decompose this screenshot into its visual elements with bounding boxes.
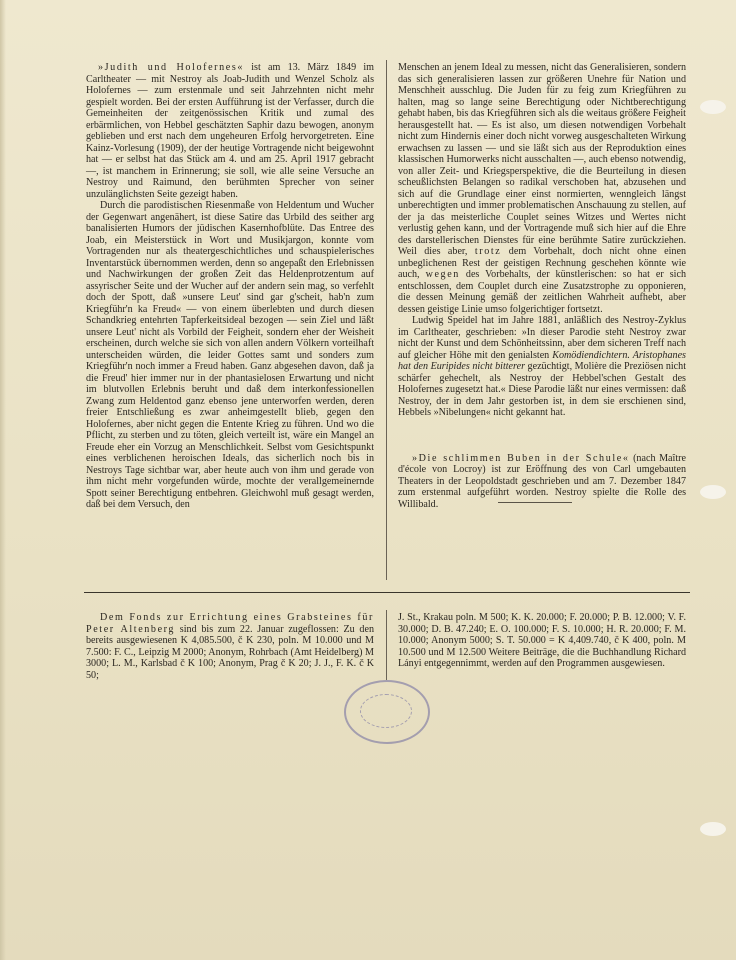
speidel-end: gezüchtigt, Molière die Preziösen nicht schärfer gehechelt, als Nestroy der Hebbel'schen Gestalt des Holofernes zugesetzt hat.« Diese Parodie läßt nur eines vermissen: daß Nestroy, der in dem Jahr gestorben ist, in dem sie erschienen sind, Hebbels »Nibelungen« nicht gekannt hat. — [398, 361, 687, 418]
fund-title: Dem Fonds zur Errichtung eines Grabsteines für Peter Altenberg — [86, 612, 374, 635]
continuation-end: des Vorbehalts, der künstlerischen: so hat er sich entschlossen, dem Couplet durch eine Zusatzstrophe zu opponieren, die dessen Meinung gemäß der zeitlichen Wahrheit aufhebt, aber dessen geistige Linie umso folgerichtiger fortsetzt. — [398, 269, 687, 315]
spaced-wegen: wegen — [425, 269, 460, 280]
spaced-trotz: trotz — [474, 246, 502, 257]
punch-hole-middle — [700, 485, 726, 499]
section-separator-full — [84, 592, 690, 593]
title-schlimme-buben: »Die schlimmen Buben in der Schule« — [412, 452, 630, 464]
article-right-column — [398, 62, 686, 510]
fund-body-left: sind bis zum 22. Januar zugeflossen: Zu den bereits ausgewiesenen K 4,085.500, č K 230, poln. M 10.000 und M 7.500: F. C., Leipzig M 2000; Anonym, Rohrbach (Amt Heidelberg) M 3000; L. M., Karlsbad č K 100; Anonym, Prag č K 20; J. J., F. K. č K 50; — [86, 623, 374, 681]
continuation-mid: dem Vorbehalt, doch nicht ohne einen unbeglichenen Rest der geistigen Rechnung geschehen könnte wie auch, — [398, 246, 687, 280]
fund-body-right: J. St., Krakau poln. M 500; K. K. 20.000; F. 20.000; P. B. 12.000; V. F. 30.000; D. B. 47.240; E. O. 100.000; F. S. 10.000; H. R. 20.000; F. M. 10.000; Anonym 5000; S. T. 50.000 = K 4,409.740, č K 400, poln. M 10.500 und M 12.500 Weitere Beiträge, die die Buchhandlung Richard Lányi entgegennimmt, werden auf den Programmen ausgewiesen. — [398, 612, 686, 669]
continuation-text: Menschen an jenem Ideal zu messen, nicht das Generalisieren, sondern das sich generalisieren lassen zur größeren Unehre für Nation und Menschheit ausschlug. Die Juden für zu feig zum Kriegführen zu halten, mag so lange seine Berechtigung oder Nichtberechtigung gehabt haben, bis das Kriegführen sich als die weitaus größere Feigheit herausgestellt hat. — Es ist also, um diesen notwendigen Vorbehalt nicht zum Hindernis einer doch nicht vorweg ausgeschalteten Wirkung erwachsen zu lassen — und sie läßt sich aus der Reproduktion eines klassischen Humorwerks nicht ausschalten —, auch ebenso notwendig, von aller Zeit- und Kriegsperspektive, die die Beurteilung in diesen scheußlichsten Belangen so radikal verschoben hat, abzusehen und sich auf die Grundlage einer einst normierten, wenngleich längst unberechtigten und immer problematischen Anschauung zu stellen, auf der ja das meisterliche Couplet seines Witzes und Wertes nicht verlustig gehen kann, und der Vortragende muß sich hier auf die Ehre des darstellerischen Dienstes für eine berühmte Satire zurückziehen. Weil dies aber, — [398, 62, 686, 257]
section-separator-short — [498, 502, 572, 503]
punch-hole-top — [700, 100, 726, 114]
library-stamp — [344, 680, 430, 744]
article-left-column — [86, 62, 374, 511]
fund-left-column — [86, 612, 374, 681]
paragraph-fund — [86, 612, 374, 681]
speidel-italic: Komödiendichtern. Aristophanes hat den Euripides nicht bitterer — [398, 349, 686, 372]
paragraph-parody: Durch die parodistischen Riesenmaße von Heldentum und Wucher der Gegenwart angenähert, ist diese Satire das Urbild des seither arg banalisierten Humors der jüdischen Kasernhofblüte. Das Entree des Joab, ein Meisterstück in Wort und Musikjargon, konnte vom Vortragenden nur als theatergeschichtliches und schauspielerisches Inventarstück übernommen werden, denn so angepaßt den Erlebnissen und Nachwirkungen der großen Zeit das Heldenprotzentum auf assyrischer Seite und der Wucher auf der andern sein mag, so verfehlt doch der Spott, daß »unsere Leut' sind gar g'scheit, hab'n zum Kriegführ'n ka Freud« — von einem überlebten und durch diesen Schandkrieg entehrten Tapferkeitsideal bezogen — sein Ziel und läßt unsere Leut' nicht als Vorbild der Feigheit, sondern eher der Weisheit erscheinen, durch welche sie sich von allen andern Völkern vorteilhaft unterscheiden würden, die leider Gottes samt und sonders zum Kriegführ'n noch immer a Freud haben. Ganz abgesehen davon, daß ja die Freud' hier immer nur in der phantasielosen Erwartung und nicht im blutvollen Erlebnis beruht und daß dem interkonfessionellen Zwang zum Heldentod ganz ebenso jene unterworfen werden, deren freier Entschließung es zwar anheimgestellt blieb, gegen den Holofernes, aber nicht gegen die Entente Krieg zu führen. Und wo die Pflicht, zu sterben und zu töten, gleich verteilt ist, wäre ein Mangel an Freude eher ein Vorzug an Menschlichkeit. Selbst vom Gesichtspunkt eines verblichenen heroischen Ideals, das sicherlich noch bis in Nestroys Tage sichtbar war, aber heute auch von ihm und gerade von ihm nicht mehr vorgefunden würde, mochte der verallgemeinernde Spott seiner Berechtigung entbehren. Gleichwohl muß gesagt werden, daß bei dem Versuch, den — [86, 200, 374, 510]
fund-right-column — [398, 612, 686, 670]
column-divider-top — [386, 60, 387, 580]
page-edge-shadow — [0, 0, 6, 960]
paragraph-speidel — [398, 315, 686, 419]
punch-hole-bottom — [700, 822, 726, 836]
schlimme-buben-body: (nach Maître d'école von Locroy) ist zur Eröffnung des von Carl umgebauten Theaters in der Leopoldstadt geschrieben und am 7. Dezember 1847 zum erstenmal aufgeführt worden. Nestroy spielte die Rolle des Willibald. — [398, 452, 686, 510]
paragraph-judith — [86, 62, 374, 200]
column-divider-bottom — [386, 610, 387, 680]
speidel-start: Ludwig Speidel hat im Jahre 1881, anläßlich des Nestroy-Zyklus im Carltheater, geschrieben: »In dieser Parodie steht Nestroy zwar nicht der Kunst und dem Schönheitssinn, aber dem sicheren Treff nach auf gleicher Höhe mit den genialsten — [398, 315, 686, 361]
paragraph-judith-body: ist am 13. März 1849 im Carltheater — mit Nestroy als Joab-Judith und Wenzel Scholz als Holofernes — zum erstenmale und seit Jahrzehnten nicht mehr gespielt worden. Bei der ersten Aufführung ist der Verfasser, durch die Gemeinheiten der zeitgenössischen Kritik und zumal des erbärmlichen, von Hebbel geschätzten Saphir dazu bewogen, anonym geblieben und erst nach dem ungeheuren Erfolg hervorgetreten. Eine Kainz-Vorlesung (1909), der der heutige Vortragende nicht beigewohnt hat — er selbst hat das Stück am 4. und am 25. April 1917 gebracht —, ist manchem in Erinnerung; sie soll, wie alle seine Versuche an Nestroy und Raimund, den berühmten Sprecher von seiner unzulänglichsten Seite gezeigt haben. — [86, 62, 374, 200]
paragraph-continuation — [398, 62, 686, 315]
title-judith: »Judith und Holofernes« — [98, 62, 245, 73]
spacer — [398, 419, 686, 453]
